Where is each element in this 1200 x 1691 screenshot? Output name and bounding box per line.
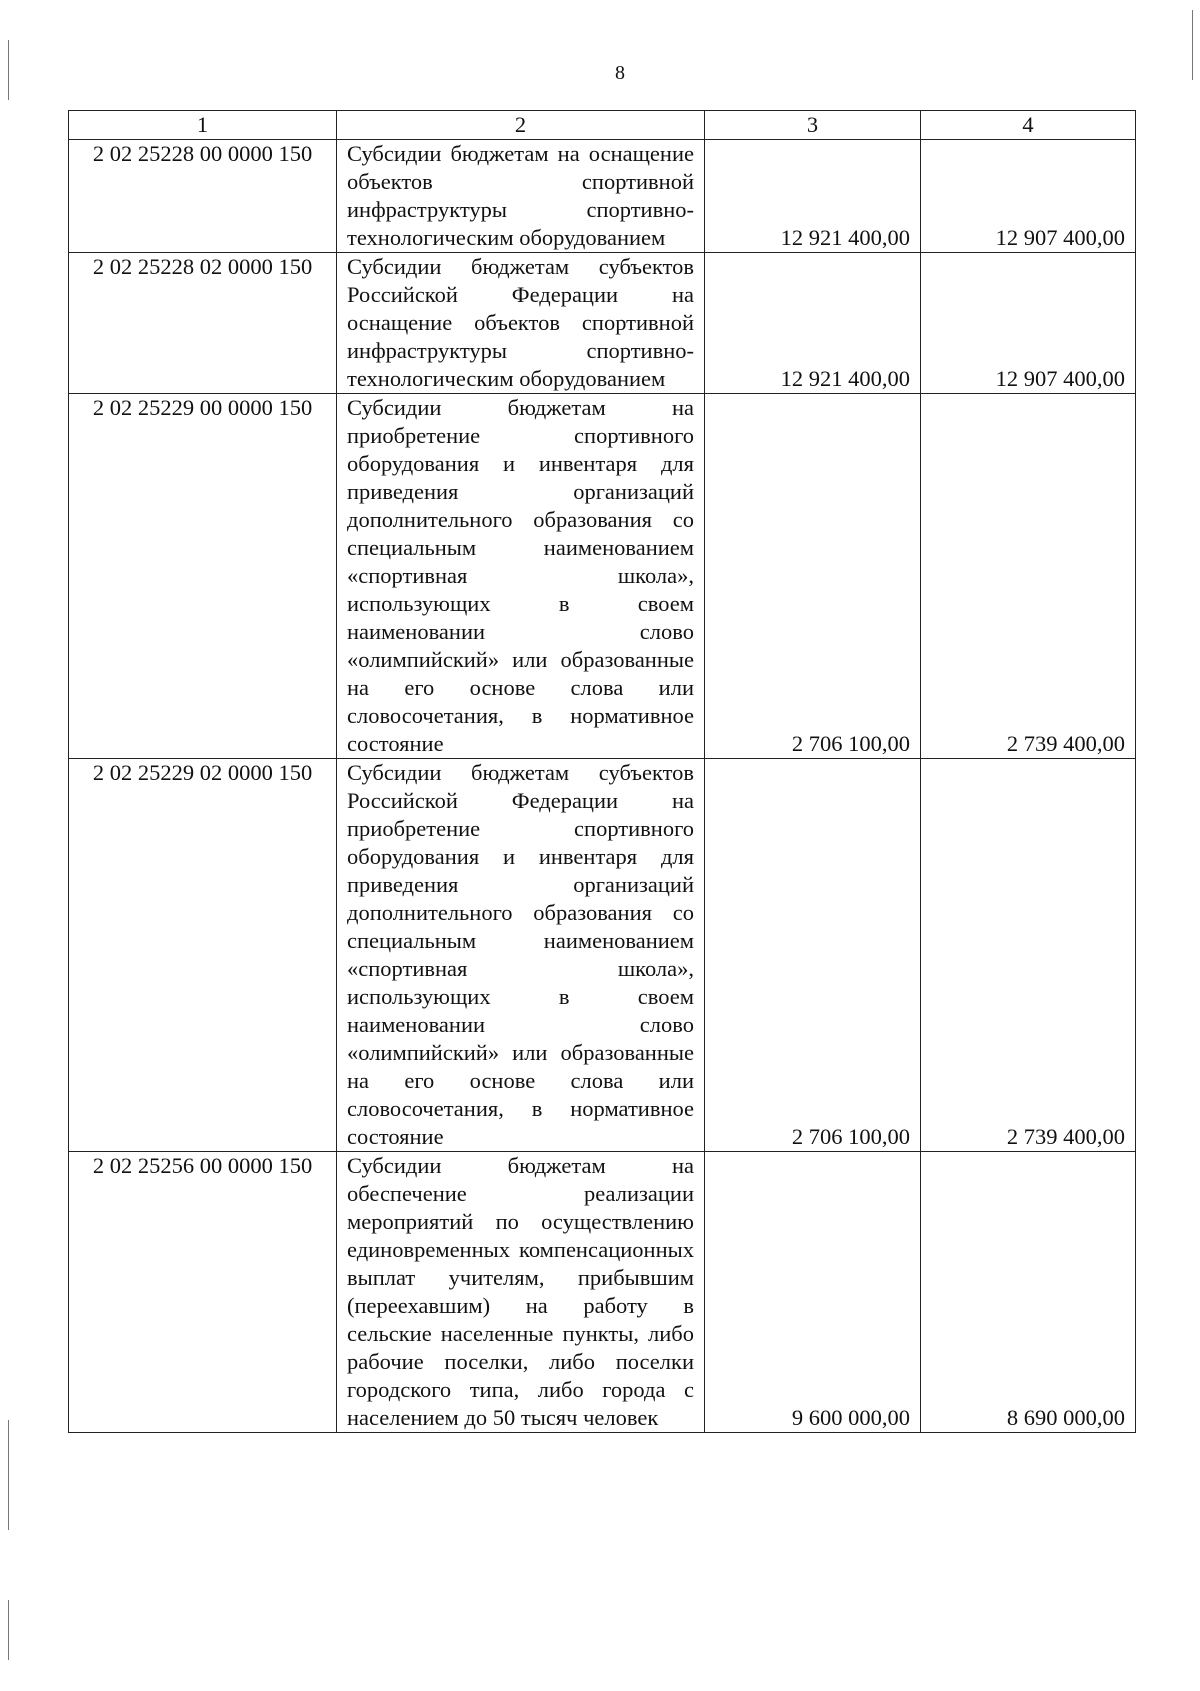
amount-col-4: 2 739 400,00 — [921, 394, 1136, 759]
table-row — [69, 394, 1136, 759]
scan-edge-mark — [8, 1600, 9, 1660]
amount-col-4: 8 690 000,00 — [921, 1152, 1136, 1433]
income-description: Субсидии бюджетам на приобретение спортивного оборудования и инвентаря для приведения организаций дополнительного образования со специальным наименованием «спортивная школа», использующих в своем наименовании слово «олимпийский» или образованные на его основе слова или словосочетания, в нормативное состояние — [337, 394, 705, 759]
table-row — [69, 140, 1136, 253]
amount-col-3: 2 706 100,00 — [705, 759, 921, 1152]
income-description: Субсидии бюджетам на оснащение объектов спортивной инфраструктуры спортивно-технологическим оборудованием — [337, 140, 705, 253]
header-col-2: 2 — [337, 111, 705, 140]
classification-code: 2 02 25229 00 0000 150 — [69, 394, 337, 759]
table-row — [69, 253, 1136, 394]
classification-code: 2 02 25256 00 0000 150 — [69, 1152, 337, 1433]
income-description: Субсидии бюджетам на обеспечение реализации мероприятий по осуществлению единовременных компенсационных выплат учителям, прибывшим (переехавшим) на работу в сельские населенные пункты, либо рабочие поселки, либо поселки городского типа, либо города с населением до 50 тысяч человек — [337, 1152, 705, 1433]
amount-col-4: 12 907 400,00 — [921, 140, 1136, 253]
page-number: 8 — [615, 62, 625, 84]
income-description: Субсидии бюджетам субъектов Российской Федерации на оснащение объектов спортивной инфраструктуры спортивно-технологическим оборудованием — [337, 253, 705, 394]
scan-edge-mark — [8, 40, 9, 100]
amount-col-4: 2 739 400,00 — [921, 759, 1136, 1152]
header-col-1: 1 — [69, 111, 337, 140]
amount-col-3: 9 600 000,00 — [705, 1152, 921, 1433]
header-col-3: 3 — [705, 111, 921, 140]
classification-code: 2 02 25229 02 0000 150 — [69, 759, 337, 1152]
table-row — [69, 1152, 1136, 1433]
amount-col-3: 12 921 400,00 — [705, 253, 921, 394]
amount-col-3: 12 921 400,00 — [705, 140, 921, 253]
table-row — [69, 759, 1136, 1152]
table-header-row — [69, 111, 1136, 140]
classification-code: 2 02 25228 02 0000 150 — [69, 253, 337, 394]
scan-edge-mark — [8, 1420, 9, 1530]
amount-col-4: 12 907 400,00 — [921, 253, 1136, 394]
scan-edge-mark — [1192, 10, 1193, 80]
budget-table — [68, 110, 1136, 1433]
income-description: Субсидии бюджетам субъектов Российской Федерации на приобретение спортивного оборудования и инвентаря для приведения организаций дополнительного образования со специальным наименованием «спортивная школа», использующих в своем наименовании слово «олимпийский» или образованные на его основе слова или словосочетания, в нормативное состояние — [337, 759, 705, 1152]
header-col-4: 4 — [921, 111, 1136, 140]
classification-code: 2 02 25228 00 0000 150 — [69, 140, 337, 253]
amount-col-3: 2 706 100,00 — [705, 394, 921, 759]
